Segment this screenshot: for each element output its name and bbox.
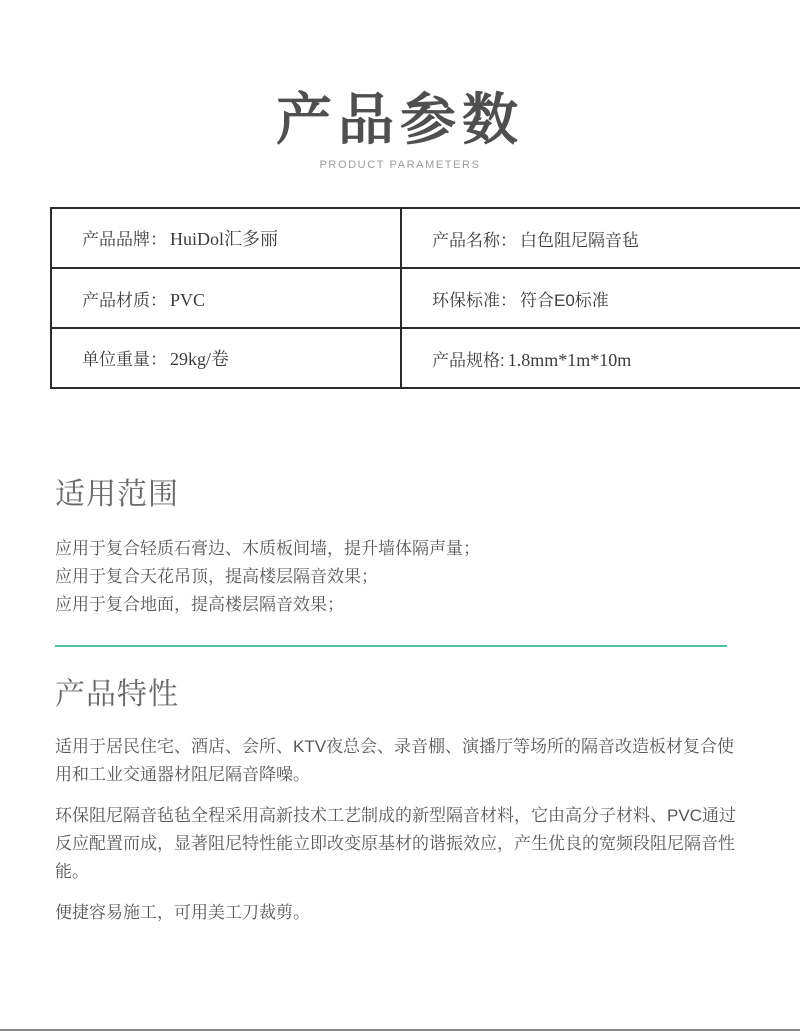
cell-label: 产品名称： — [432, 230, 517, 250]
cell-material — [51, 268, 401, 328]
cell-value: PVC — [170, 289, 206, 310]
cell-value: 1.8mm*1m*10m — [507, 349, 632, 370]
scope-line: 应用于复合地面，提高楼层隔音效果； — [55, 595, 344, 615]
cell-value: HuiDol汇多丽 — [170, 229, 278, 250]
scope-section-heading: 适用范围 — [55, 478, 179, 512]
table-row — [51, 208, 800, 268]
features-paragraph: 便捷容易施工，可用美工刀裁剪。 — [55, 903, 310, 923]
cell-product-name — [401, 208, 800, 268]
cell-label: 产品规格: — [432, 350, 505, 370]
scope-line: 应用于复合天花吊顶，提高楼层隔音效果； — [55, 567, 378, 587]
cell-unit-weight — [51, 328, 401, 388]
cell-spec-size — [401, 328, 800, 388]
table-row — [51, 328, 800, 388]
bottom-divider — [0, 1029, 800, 1031]
spec-table — [50, 207, 800, 389]
cell-label: 产品材质： — [82, 290, 167, 310]
scope-section-body — [55, 535, 745, 619]
cell-label: 单位重量： — [82, 350, 167, 370]
features-paragraph: 适用于居民住宅、酒店、会所、KTV夜总会、录音棚、演播厅等场所的隔音改造板材复合使用和工业交通器材阻尼隔音降噪。 — [55, 737, 735, 785]
cell-label: 产品品牌： — [82, 230, 167, 250]
features-section-heading: 产品特性 — [55, 678, 179, 712]
cell-brand — [51, 208, 401, 268]
cell-value: 符合E0标准 — [520, 290, 609, 310]
cell-label: 环保标准： — [432, 290, 517, 310]
page-subtitle: PRODUCT PARAMETERS — [319, 159, 481, 172]
page-title: 产品参数 — [276, 88, 524, 151]
scope-section — [55, 469, 745, 647]
table-row — [51, 268, 800, 328]
cell-value: 29kg/卷 — [170, 349, 230, 370]
cell-value: 白色阻尼隔音毡 — [520, 230, 639, 250]
page-header — [0, 0, 800, 171]
features-paragraph: 环保阻尼隔音毡毡全程采用高新技术工艺制成的新型隔音材料，它由高分子材料、PVC通过反应配置而成，显著阻尼特性能立即改变原基材的谐振效应，产生优良的宽频段阻尼隔音性能。 — [55, 806, 736, 882]
features-section — [55, 669, 745, 927]
accent-divider — [55, 645, 727, 647]
cell-eco-standard — [401, 268, 800, 328]
features-section-body — [55, 733, 745, 927]
scope-line: 应用于复合轻质石膏边、木质板间墙，提升墙体隔声量； — [55, 539, 480, 559]
